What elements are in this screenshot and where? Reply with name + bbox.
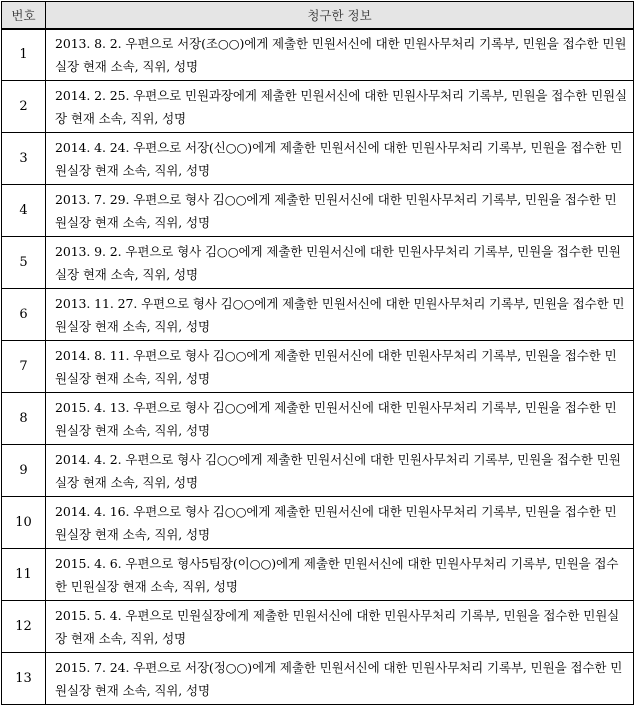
table-row xyxy=(2,549,634,601)
header-requested-info: 청구한 정보 xyxy=(46,2,634,29)
row-info: 2014. 2. 25. 우편으로 민원과장에게 제출한 민원서신에 대한 민원사무처리 기록부, 민원을 접수한 민원실장 현재 소속, 직위, 성명 xyxy=(46,81,634,133)
header-number: 번호 xyxy=(2,2,46,29)
row-info: 2014. 4. 24. 우편으로 서장(신○○)에게 제출한 민원서신에 대한 민원사무처리 기록부, 민원을 접수한 민원실장 현재 소속, 직위, 성명 xyxy=(46,133,634,185)
row-number: 12 xyxy=(2,601,46,653)
table-row xyxy=(2,445,634,497)
row-number: 10 xyxy=(2,497,46,549)
table-row xyxy=(2,81,634,133)
row-number: 1 xyxy=(2,29,46,81)
row-info: 2015. 4. 13. 우편으로 형사 김○○에게 제출한 민원서신에 대한 민원사무처리 기록부, 민원을 접수한 민원실장 현재 소속, 직위, 성명 xyxy=(46,393,634,445)
row-info: 2014. 4. 16. 우편으로 형사 김○○에게 제출한 민원서신에 대한 민원사무처리 기록부, 민원을 접수한 민원실장 현재 소속, 직위, 성명 xyxy=(46,497,634,549)
row-info: 2013. 7. 29. 우편으로 형사 김○○에게 제출한 민원서신에 대한 민원사무처리 기록부, 민원을 접수한 민원실장 현재 소속, 직위, 성명 xyxy=(46,185,634,237)
row-number: 6 xyxy=(2,289,46,341)
requested-info-table xyxy=(1,1,634,705)
table-row xyxy=(2,29,634,81)
table-header-row xyxy=(2,2,634,29)
row-number: 7 xyxy=(2,341,46,393)
row-info: 2013. 11. 27. 우편으로 형사 김○○에게 제출한 민원서신에 대한 민원사무처리 기록부, 민원을 접수한 민원실장 현재 소속, 직위, 성명 xyxy=(46,289,634,341)
table-row xyxy=(2,133,634,185)
row-number: 9 xyxy=(2,445,46,497)
table-row xyxy=(2,185,634,237)
table-row xyxy=(2,289,634,341)
table-row xyxy=(2,341,634,393)
row-number: 4 xyxy=(2,185,46,237)
table-row xyxy=(2,601,634,653)
row-number: 13 xyxy=(2,653,46,705)
row-info: 2015. 7. 24. 우편으로 서장(정○○)에게 제출한 민원서신에 대한 민원사무처리 기록부, 민원을 접수한 민원실장 현재 소속, 직위, 성명 xyxy=(46,653,634,705)
table-row xyxy=(2,237,634,289)
table-row xyxy=(2,497,634,549)
table-row xyxy=(2,393,634,445)
row-info: 2015. 5. 4. 우편으로 민원실장에게 제출한 민원서신에 대한 민원사무처리 기록부, 민원을 접수한 민원실장 현재 소속, 직위, 성명 xyxy=(46,601,634,653)
row-number: 5 xyxy=(2,237,46,289)
row-number: 11 xyxy=(2,549,46,601)
row-info: 2013. 8. 2. 우편으로 서장(조○○)에게 제출한 민원서신에 대한 민원사무처리 기록부, 민원을 접수한 민원실장 현재 소속, 직위, 성명 xyxy=(46,29,634,81)
row-number: 2 xyxy=(2,81,46,133)
row-info: 2014. 8. 11. 우편으로 형사 김○○에게 제출한 민원서신에 대한 민원사무처리 기록부, 민원을 접수한 민원실장 현재 소속, 직위, 성명 xyxy=(46,341,634,393)
row-info: 2014. 4. 2. 우편으로 형사 김○○에게 제출한 민원서신에 대한 민원사무처리 기록부, 민원을 접수한 민원실장 현재 소속, 직위, 성명 xyxy=(46,445,634,497)
row-number: 8 xyxy=(2,393,46,445)
row-info: 2013. 9. 2. 우편으로 형사 김○○에게 제출한 민원서신에 대한 민원사무처리 기록부, 민원을 접수한 민원실장 현재 소속, 직위, 성명 xyxy=(46,237,634,289)
table-row xyxy=(2,653,634,705)
row-info: 2015. 4. 6. 우편으로 형사5팀장(이○○)에게 제출한 민원서신에 대한 민원사무처리 기록부, 민원을 접수한 민원실장 현재 소속, 직위, 성명 xyxy=(46,549,634,601)
row-number: 3 xyxy=(2,133,46,185)
